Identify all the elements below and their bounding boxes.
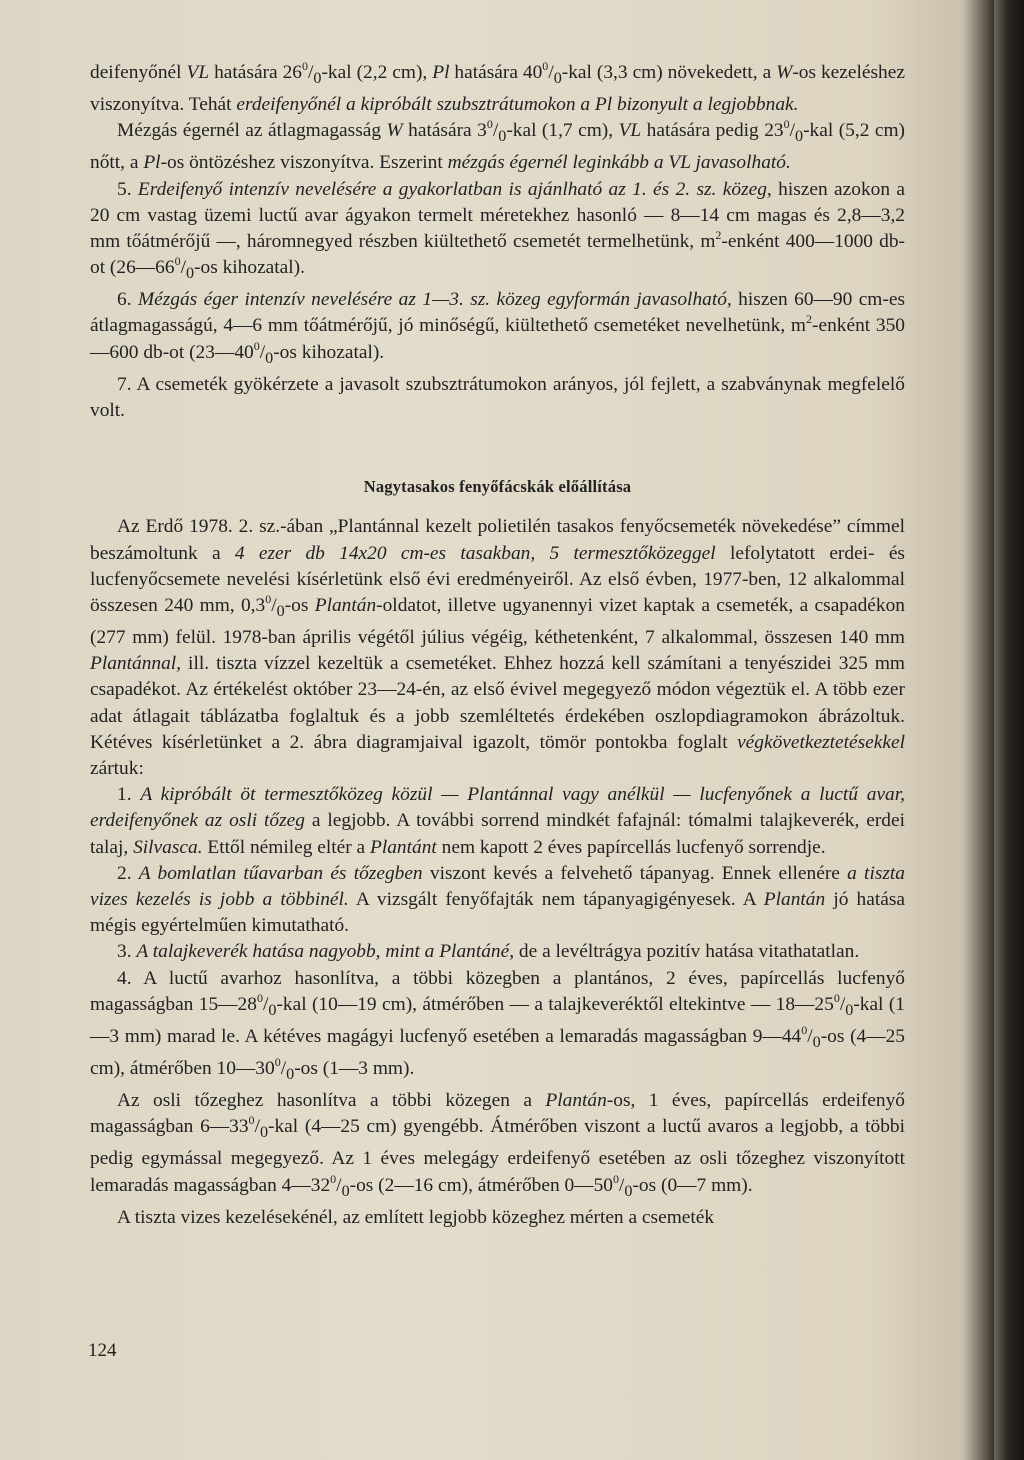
paragraph: 5. Erdeifenyő intenzív nevelésére a gyakorlatban is ajánlható az 1. és 2. sz. közeg, hiszen azokon a 20 cm vastag üzemi luctű avar ágyakon termelt méretekhez hasonló — 8—14 cm magas és 2,8—3,2 mm tőátmérőjű —, háromnegyed részben kiültethető csemetét termelhetünk, $m^2$-enként 400—1000 db-ot ($26—66^0/_0-os$ kihozatal). bbox=[90, 178, 906, 283]
paragraph: 2. A bomlatlan tűavarban és tőzegben viszont kevés a felvehető tápanyag. Ennek ellenére a tiszta vizes kezelés is jobb a többinél. A vizsgált fenyőfajták nem tápanyagigényesek. A Plantán jó hatása mégis egyértelműen kimutatható. bbox=[90, 862, 906, 937]
paragraph: 7. A csemeték gyökérzete a javasolt szubsztrátumokon arányos, jól fejlett, a szabványnak megfelelő volt. bbox=[90, 373, 905, 421]
paragraph: Az osli tőzeghez hasonlítva a többi közegen a Plantán-os, 1 éves, papírcellás erdeifenyő magasságban $6—33^0/_0$-kal (4—25 cm) gyengébb. Átmérőben viszont a luctű avaros a legjobb, a többi pedig egymással megegyező. Az 1 éves melegágy erdeifenyő esetében az osli tőzeghez viszonyított lemaradás magasságban $4—32^0/_0-os$ (2—16 cm), átmérőben $0—50^0/_0-os$ (0—7 mm). bbox=[90, 1090, 905, 1200]
paragraph: 6. Mézgás éger intenzív nevelésére az 1—3. sz. közeg egyformán javasolható, hiszen 60—90 cm-es átlagmagasságú, 4—6 mm tőátmérőjű, jó minőségű, kiültethető csemetéket nevelhetünk, $m^2$-enként 350—600 db-ot ($23—40^0/_0-os$ kihozatal). bbox=[90, 289, 906, 367]
paragraph: A tiszta vizes kezelésekénél, az említett legjobb közeghez mérten a csemeték bbox=[117, 1206, 715, 1228]
paragraph: Mézgás égernél az átlagmagasság W hatására $3^0/_0$-kal (1,7 cm), VL hatására pedig $23^0/_0$-kal (5,2 cm) nőtt, a Pl-os öntözéshez viszonyítva. Eszerint mézgás égernél leginkább a VL javasolható. bbox=[90, 117, 906, 174]
text-column bbox=[90, 60, 905, 1231]
page-number: 124 bbox=[88, 1340, 117, 1361]
paragraph: Az Erdő 1978. 2. sz.-ában „Plantánnal kezelt polietilén tasakos fenyőcsemeték növekedése” címmel beszámoltunk a 4 ezer db 14x20 cm-es tasakban, 5 termesztőközeggel lefolytatott erdei- és lucfenyőcsemete nevelési kísérletünk első évi eredményeiről. Az első évben, 1977-ben, 12 alkalommal összesen 240 mm, $0,3^0/_0-os$ Plantán-oldatot, illetve ugyanennyi vizet kaptak a csemeték, a csapadékon (277 mm) felül. 1978-ban április végétől július végéig, kéthetenként, 7 alkalommal, összesen 140 mm Plantánnal, ill. tiszta vízzel kezeltük a csemetéket. Ehhez hozzá kell számítani a tenyészidei 325 mm csapadékot. Az értékelést október 23—24-én, az első évivel megegyező módon végeztük el. A több ezer adat átlagait táblázatba foglaltuk és a jobb szemléltetés érdekében oszlopdiagramokon ábrázoltuk. Kétéves kísérletünket a 2. ábra diagramjaival igazolt, tömör pontokba foglalt végkövetkeztetésekkel zártuk: bbox=[90, 516, 905, 780]
book-spine bbox=[994, 0, 1024, 1460]
paragraph: 1. A kipróbált öt termesztőközeg közül — Plantánnal vagy anélkül — lucfenyőnek a luctű avar, erdeifenyőnek az osli tőzeg a legjobb. A további sorrend mindkét fafajnál: tómalmi talajkeverék, erdei talaj, Silvasca. Ettől némileg eltér a Plantánt nem kapott 2 éves papírcellás lucfenyő sorrendje. bbox=[90, 784, 905, 858]
paragraph: 4. A luctű avarhoz hasonlítva, a többi közegben a plantános, 2 éves, papírcellás lucfenyő magasságban $15—28^0/_0$-kal (10—19 cm), átmérőben — a talajkeveréktől eltekintve — $18—25^0/_0$-kal (1—3 mm) marad le. A kétéves magágyi lucfenyő esetében a lemaradás magasságban $9—44^0/_0-os$ (4—25 cm), átmérőben $10—30^0/_0-os$ (1—3 mm). bbox=[90, 967, 906, 1083]
section-title: Nagytasakos fenyőfácskák előállítása bbox=[363, 477, 632, 497]
paragraph: 3. A talajkeverék hatása nagyobb, mint a Plantáné, de a levéltrágya pozitív hatása vitathatatlan. bbox=[117, 941, 860, 963]
paragraph: deifenyőnél VL hatására $26^0/_0$-kal (2,2 cm), Pl hatására $40^0/_0$-kal (3,3 cm) növekedett, a W-os kezeléshez viszonyítva. Tehát erdeifenyőnél a kipróbált szubsztrátumokon a Pl bizonyult a legjobbnak. bbox=[90, 59, 905, 116]
